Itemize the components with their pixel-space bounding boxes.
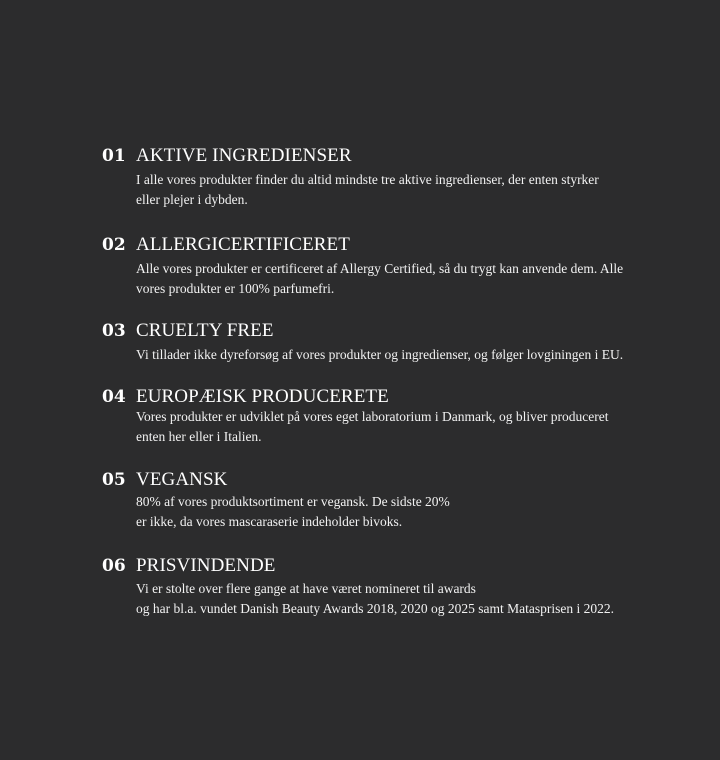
feature-title: AKTIVE INGREDIENSER: [136, 145, 352, 166]
feature-number: 03: [102, 321, 126, 341]
feature-number: 05: [102, 470, 126, 490]
feature-description: [136, 170, 666, 210]
feature-description-line: vores produkter er 100% parfumefri.: [136, 281, 335, 296]
feature-number: 04: [102, 387, 126, 407]
feature-description-line: 80% af vores produktsortiment er vegansk. De sidste 20%: [136, 494, 450, 509]
feature-description-line: Alle vores produkter er certificeret af Allergy Certified, så du trygt kan anvende dem. Alle: [136, 261, 624, 276]
feature-number: 01: [102, 146, 126, 166]
feature-description-line: og har bl.a. vundet Danish Beauty Awards 2018, 2020 og 2025 samt Matasprisen i 2022.: [136, 601, 614, 616]
feature-title: PRISVINDENDE: [136, 555, 276, 576]
feature-title: ALLERGICERTIFICERET: [136, 234, 350, 255]
feature-description: [136, 259, 666, 299]
feature-title: CRUELTY FREE: [136, 320, 274, 341]
feature-description-line: enten her eller i Italien.: [136, 429, 262, 444]
feature-number: 06: [102, 556, 126, 576]
feature-description-line: eller plejer i dybden.: [136, 192, 248, 207]
feature-description: [136, 407, 666, 447]
feature-title: VEGANSK: [136, 469, 228, 490]
feature-description-line: Vi er stolte over flere gange at have været nomineret til awards: [136, 581, 476, 596]
feature-description-line: Vores produkter er udviklet på vores eget laboratorium i Danmark, og bliver produceret: [136, 409, 609, 424]
feature-description: [136, 345, 666, 365]
feature-number: 02: [102, 235, 126, 255]
feature-description-line: er ikke, da vores mascaraserie indeholder bivoks.: [136, 514, 403, 529]
feature-description-line: I alle vores produkter finder du altid mindste tre aktive ingredienser, der enten styrker: [136, 172, 599, 187]
feature-description-line: Vi tillader ikke dyreforsøg af vores produkter og ingredienser, og følger lovginingen i EU.: [136, 347, 624, 362]
feature-title: EUROPÆISK PRODUCERETE: [136, 386, 389, 407]
feature-description: [136, 579, 666, 619]
feature-description: [136, 492, 666, 532]
